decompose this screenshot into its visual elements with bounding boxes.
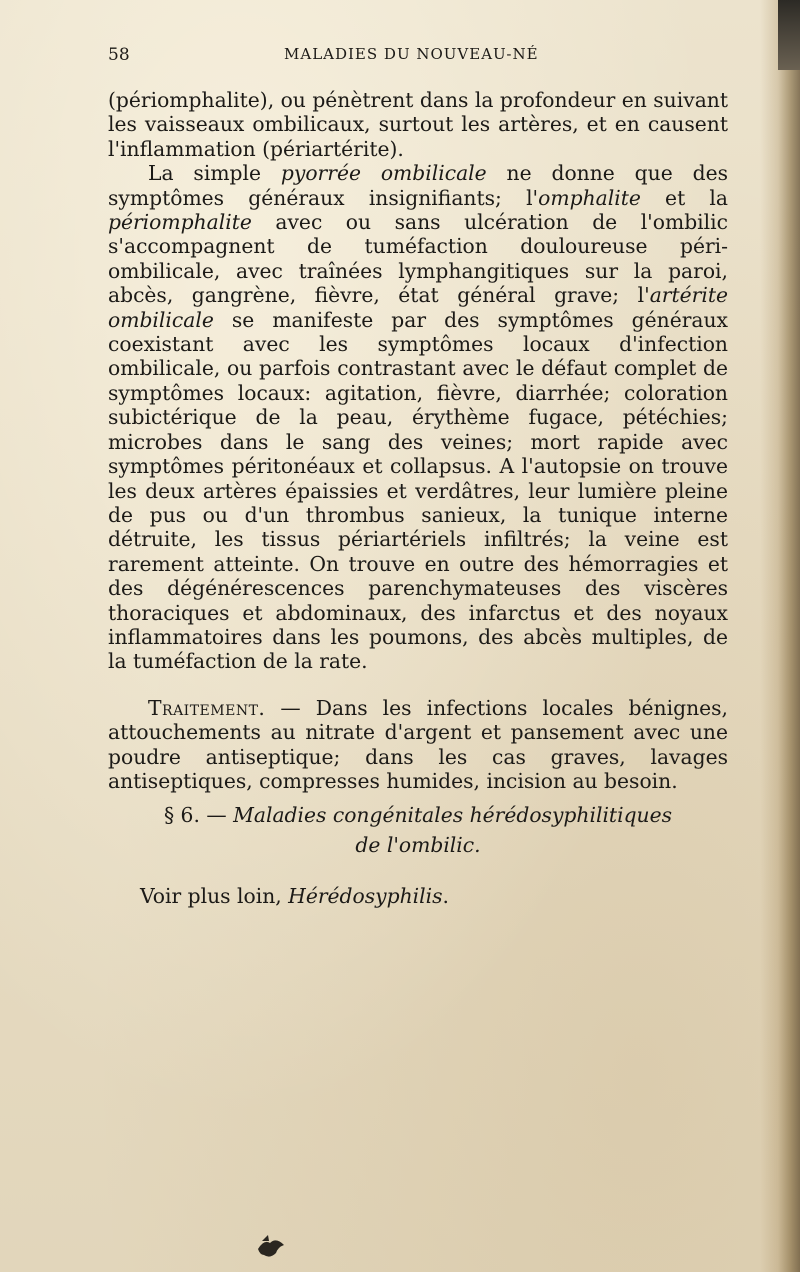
text-run: et la	[640, 185, 728, 210]
printer-ornament-icon	[254, 1233, 288, 1261]
paragraph-continuation: (périomphalite), ou pénètrent dans la profondeur en suivant les vaisseaux ombilicaux, surtout les artères, et en causent l'inflammation (périartérite).	[108, 88, 728, 161]
page-header	[108, 45, 730, 69]
section-number: § 6. —	[163, 803, 234, 827]
cross-reference	[140, 884, 449, 908]
term-pyorrhea: pyorrée ombilicale	[280, 161, 487, 186]
text-run: se manifeste par des symptômes généraux coexistant avec les symptômes locaux d'infection ombilicale, ou parfois contrastant avec le défaut complet de symptômes locaux: agitation, fièvre, diarrhée; coloration subictérique de la peau, érythème fugace, pétéchies; microbes dans le sang des veines; mort rapide avec symptômes péritonéaux et collapsus. A l'autopsie on trouve les deux artères épaissies et verdâtres, leur lumière pleine de pus ou d'un thrombus sanieux, la tunique interne détruite, les tissus périartériels infiltrés; la veine est rarement atteinte. On trouve en outre des hémorragies et des dégénérescences parenchymateuses des viscères thoraciques et abdominaux, des infarctus et des noyaux inflammatoires dans les poumons, des abcès multiples, de la tuméfaction de la rate.	[108, 307, 728, 674]
term-arteritis: artérite ombilicale	[108, 283, 728, 332]
page-edge-dark-corner	[778, 0, 800, 70]
cross-reference-end: .	[442, 884, 449, 908]
text-run: avec ou sans ulcération de l'ombilic s'accompagnent de tuméfaction douloureuse péri-ombilicale, avec traînées lymphangitiques sur la paroi, abcès, gangrène, fièvre, état général grave; l'	[108, 210, 728, 308]
treatment-text: — Dans les infections locales bénignes, attouchements au nitrate d'argent et pansement avec une poudre antiseptique; dans les cas graves, lavages antiseptiques, compresses humides, incision au besoin.	[108, 695, 728, 793]
cross-reference-target: Hérédosyphilis	[288, 884, 443, 908]
section-title: Maladies congénitales hérédosyphilitiques	[233, 803, 673, 827]
body-text	[108, 88, 728, 793]
page-edge-shadow	[760, 0, 800, 1272]
section-heading	[108, 800, 728, 860]
section-heading-line2: de l'ombilic.	[355, 833, 481, 857]
section-heading-line1	[108, 800, 728, 830]
paragraph-treatment	[108, 696, 728, 794]
term-omphalitis: omphalite	[538, 185, 641, 210]
page-number: 58	[108, 45, 130, 65]
text-run: ne donne que des symptômes généraux insignifiants; l'	[108, 161, 728, 210]
text-run: La simple	[148, 161, 281, 186]
paragraph-symptoms	[108, 161, 728, 674]
cross-reference-text: Voir plus loin,	[140, 884, 289, 908]
running-head: MALADIES DU NOUVEAU-NÉ	[284, 45, 539, 63]
treatment-label: Traitement.	[148, 695, 266, 720]
term-periomphalitis: périomphalite	[108, 210, 252, 235]
